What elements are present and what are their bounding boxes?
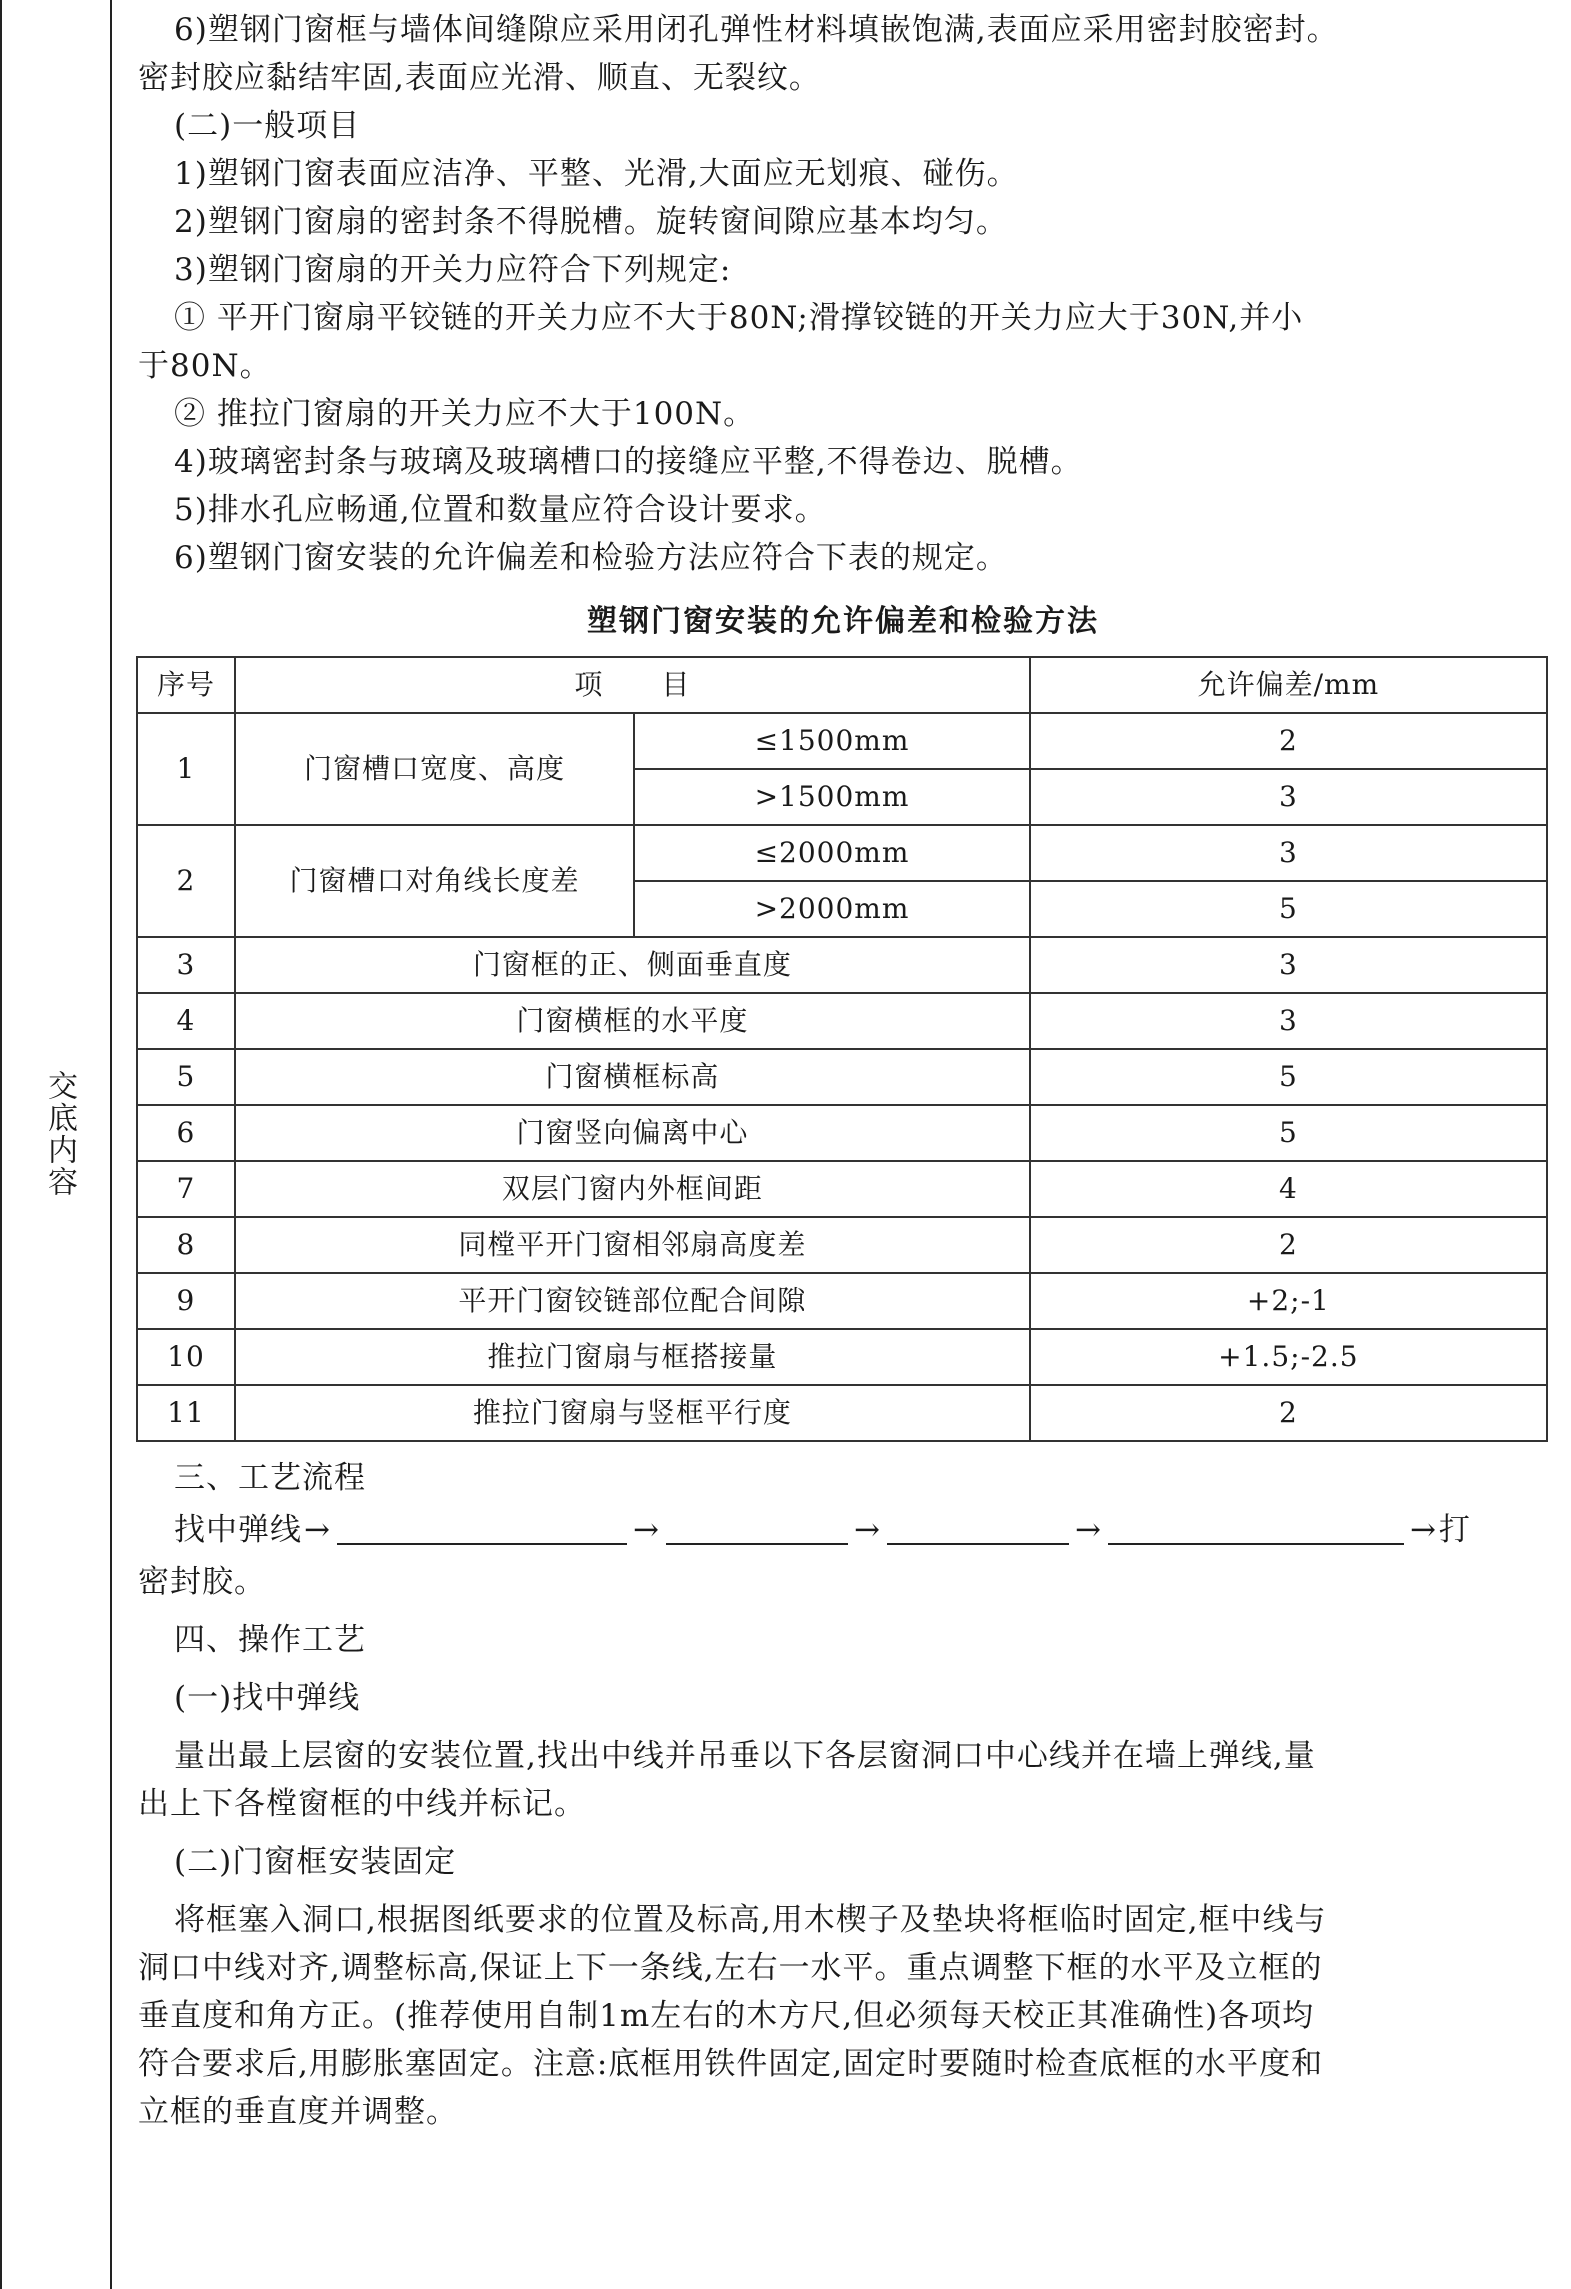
cell-item: 双层门窗内外框间距: [235, 1161, 1030, 1217]
fill-blank[interactable]: [1108, 1515, 1404, 1545]
arrow-icon: →: [304, 1512, 331, 1548]
arrow-icon: →: [1074, 1512, 1102, 1548]
subheading-frame-install: (二)门窗框安装固定: [174, 1844, 457, 1880]
table-row: [137, 1385, 1547, 1441]
header-cell: 允许偏差/mm: [1030, 657, 1547, 713]
table-title: 塑钢门窗安装的允许偏差和检验方法: [587, 604, 1099, 639]
cell-val: +1.5;-2.5: [1030, 1329, 1547, 1385]
fill-blank[interactable]: [666, 1515, 848, 1545]
flow-step-end: 打: [1438, 1512, 1471, 1548]
para-line: 洞口中线对齐,调整标高,保证上下一条线,左右一水平。重点调整下框的水平及立框的: [138, 1950, 1323, 1986]
fill-blank[interactable]: [337, 1515, 627, 1545]
cell-item: 平开门窗铰链部位配合间隙: [235, 1273, 1030, 1329]
cell-item: 门窗槽口对角线长度差: [235, 825, 634, 937]
table-row: [137, 993, 1547, 1049]
para-line: 3)塑钢门窗扇的开关力应符合下列规定:: [174, 252, 732, 288]
content-area: [138, 6, 1548, 2136]
cell-no: 7: [137, 1161, 235, 1217]
cell-no: 11: [137, 1385, 235, 1441]
table-row: [137, 1273, 1547, 1329]
para-line: 符合要求后,用膨胀塞固定。注意:底框用铁件固定,固定时要随时检查底框的水平度和: [138, 2046, 1324, 2082]
table-row: [137, 937, 1547, 993]
table-header-row: [137, 657, 1547, 713]
para-line: 5)排水孔应畅通,位置和数量应符合设计要求。: [174, 492, 827, 528]
cell-item: 推拉门窗扇与竖框平行度: [235, 1385, 1030, 1441]
para-line: ① 平开门窗扇平铰链的开关力应不大于80N;滑撑铰链的开关力应大于30N,并小: [174, 300, 1304, 336]
para-line: 立框的垂直度并调整。: [138, 2094, 458, 2130]
para-line: 6)塑钢门窗框与墙体间缝隙应采用闭孔弹性材料填嵌饱满,表面应采用密封胶密封。: [174, 12, 1339, 48]
fill-blank[interactable]: [887, 1515, 1069, 1545]
cell-val: +2;-1: [1030, 1273, 1547, 1329]
para-line: 出上下各樘窗框的中线并标记。: [138, 1786, 586, 1822]
cell-item: 同樘平开门窗相邻扇高度差: [235, 1217, 1030, 1273]
para-line: 4)玻璃密封条与玻璃及玻璃槽口的接缝应平整,不得卷边、脱槽。: [174, 444, 1083, 480]
flow-step-start: 找中弹线: [174, 1512, 302, 1548]
cell-cond: >1500mm: [634, 769, 1030, 825]
para-line: 密封胶。: [138, 1564, 266, 1600]
column-divider: [110, 0, 112, 2289]
cell-no: 10: [137, 1329, 235, 1385]
arrow-icon: →: [853, 1512, 881, 1548]
cell-cond: ≤2000mm: [634, 825, 1030, 881]
cell-no: 2: [137, 825, 235, 937]
table-row: [137, 1049, 1547, 1105]
table-row: [137, 1217, 1547, 1273]
process-flow: [138, 1502, 1548, 1558]
table-row: [137, 1161, 1547, 1217]
section-heading-process: 三、工艺流程: [174, 1460, 366, 1496]
deviation-table: [136, 656, 1548, 1442]
arrow-icon: →: [1409, 1512, 1437, 1548]
header-cell: 序号: [137, 657, 235, 713]
subheading-general: (二)一般项目: [174, 108, 361, 144]
table-row: [137, 713, 1547, 769]
para-line: 于80N。: [138, 348, 272, 384]
cell-no: 1: [137, 713, 235, 825]
cell-val: 2: [1030, 713, 1547, 769]
cell-no: 4: [137, 993, 235, 1049]
para-line: 量出最上层窗的安装位置,找出中线并吊垂以下各层窗洞口中心线并在墙上弹线,量: [174, 1738, 1316, 1774]
subheading-find-center: (一)找中弹线: [174, 1680, 361, 1716]
cell-no: 9: [137, 1273, 235, 1329]
cell-val: 5: [1030, 881, 1547, 937]
cell-item: 门窗横框的水平度: [235, 993, 1030, 1049]
cell-item: 门窗横框标高: [235, 1049, 1030, 1105]
table-row: [137, 825, 1547, 881]
left-border: [0, 0, 2, 2289]
cell-item: 门窗竖向偏离中心: [235, 1105, 1030, 1161]
cell-val: 3: [1030, 769, 1547, 825]
cell-no: 6: [137, 1105, 235, 1161]
cell-val: 4: [1030, 1161, 1547, 1217]
cell-no: 3: [137, 937, 235, 993]
cell-val: 3: [1030, 825, 1547, 881]
cell-val: 2: [1030, 1217, 1547, 1273]
para-line: 将框塞入洞口,根据图纸要求的位置及标高,用木楔子及垫块将框临时固定,框中线与: [174, 1902, 1327, 1938]
cell-no: 8: [137, 1217, 235, 1273]
section-heading-operation: 四、操作工艺: [174, 1622, 366, 1658]
cell-val: 5: [1030, 1049, 1547, 1105]
cell-val: 3: [1030, 993, 1547, 1049]
cell-no: 5: [137, 1049, 235, 1105]
para-line: 1)塑钢门窗表面应洁净、平整、光滑,大面应无划痕、碰伤。: [174, 156, 1019, 192]
cell-cond: ≤1500mm: [634, 713, 1030, 769]
cell-val: 5: [1030, 1105, 1547, 1161]
cell-cond: >2000mm: [634, 881, 1030, 937]
header-cell: 项 目: [235, 657, 1030, 713]
para-line: 2)塑钢门窗扇的密封条不得脱槽。旋转窗间隙应基本均匀。: [174, 204, 1008, 240]
para-line: ② 推拉门窗扇的开关力应不大于100N。: [174, 396, 756, 432]
cell-val: 2: [1030, 1385, 1547, 1441]
table-row: [137, 1105, 1547, 1161]
arrow-icon: →: [632, 1512, 660, 1548]
cell-val: 3: [1030, 937, 1547, 993]
para-line: 6)塑钢门窗安装的允许偏差和检验方法应符合下表的规定。: [174, 540, 1008, 576]
cell-item: 推拉门窗扇与框搭接量: [235, 1329, 1030, 1385]
para-line: 垂直度和角方正。(推荐使用自制1m左右的木方尺,但必须每天校正其准确性)各项均: [138, 1998, 1315, 2034]
para-line: 密封胶应黏结牢固,表面应光滑、顺直、无裂纹。: [138, 60, 821, 96]
cell-item: 门窗框的正、侧面垂直度: [235, 937, 1030, 993]
side-label: 交底内容: [42, 1070, 77, 1198]
cell-item: 门窗槽口宽度、高度: [235, 713, 634, 825]
table-row: [137, 1329, 1547, 1385]
